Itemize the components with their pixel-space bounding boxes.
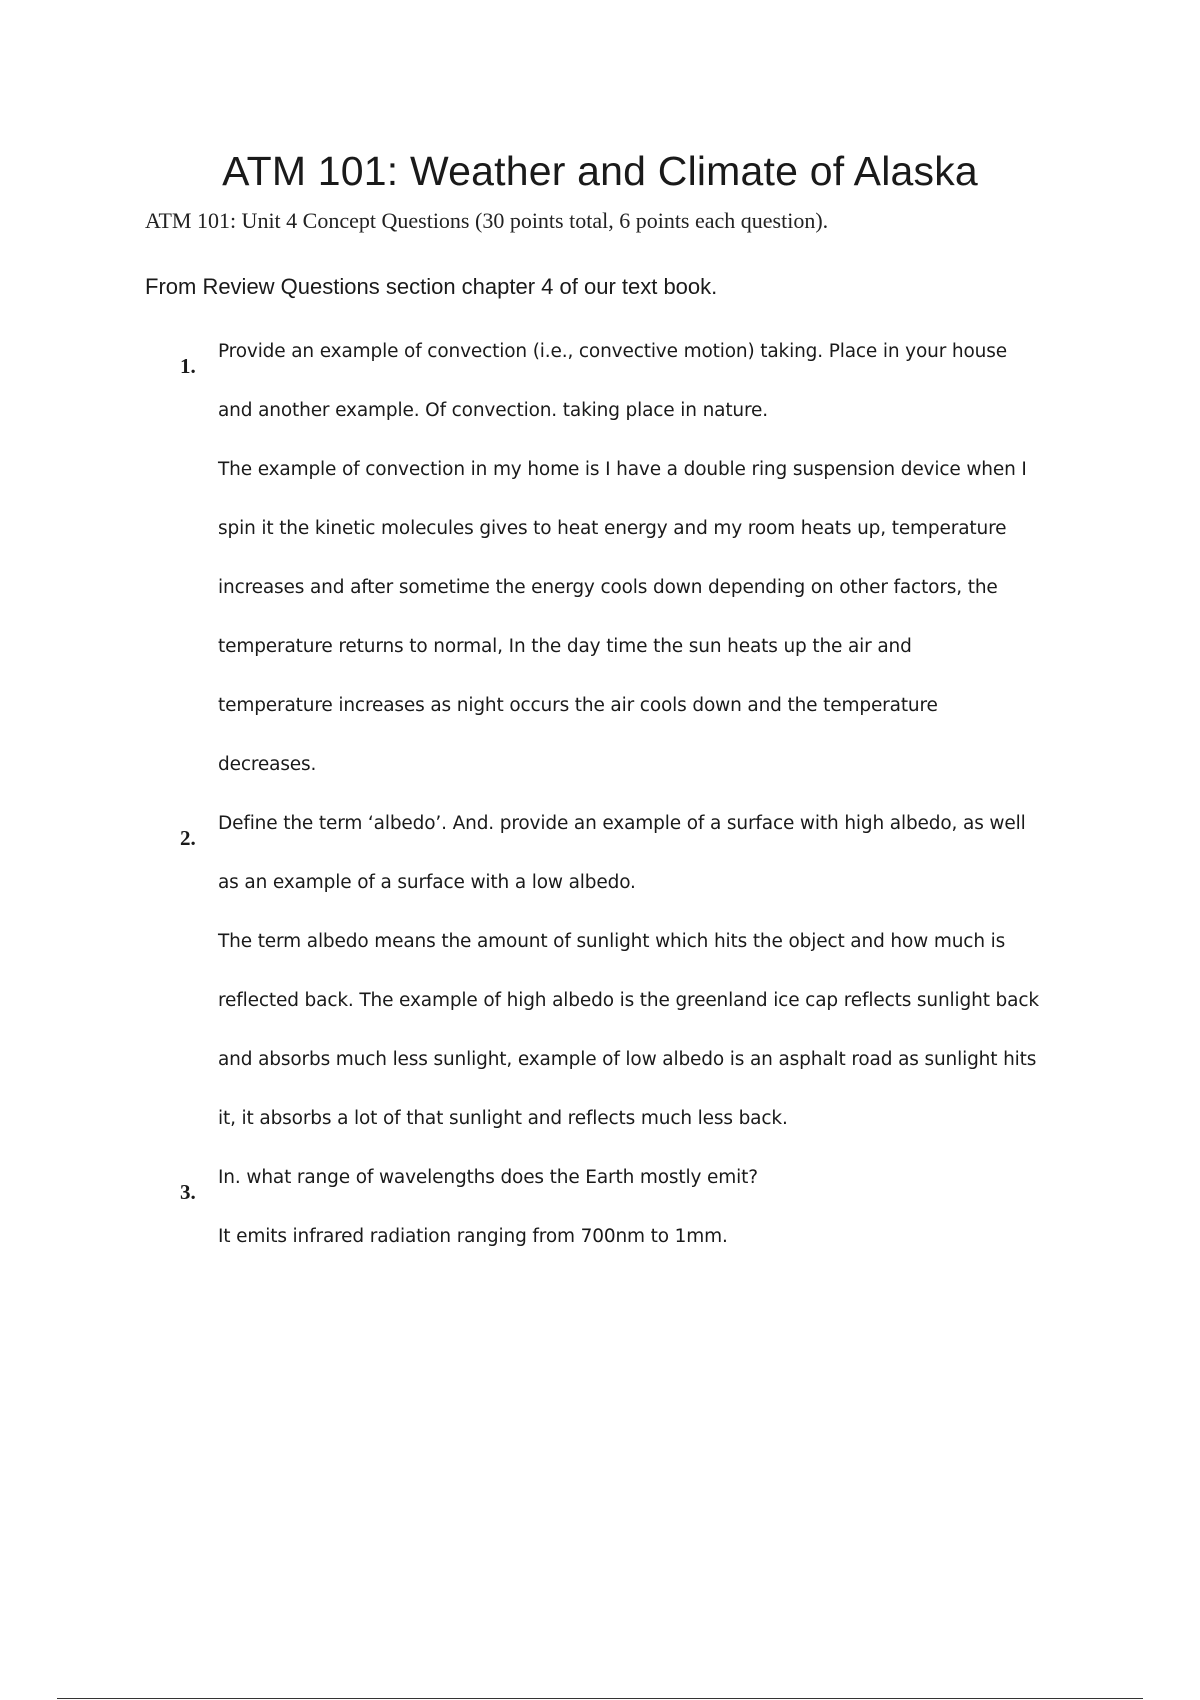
question-text: Provide an example of convection (i.e., convective motion) taking. Place in your house and another example. Of convection. taking place in nature. bbox=[218, 341, 1007, 421]
question-answer: The term albedo means the amount of sunlight which hits the object and how much is reflected back. The example of high albedo is the greenland ice cap reflects sunlight back and absorbs much less sunlight, example of low albedo is an asphalt road as sunlight hits it, it absorbs a lot of that sunlight and reflects much less back. bbox=[218, 931, 1039, 1129]
question-item bbox=[180, 1163, 1100, 1281]
footer-divider bbox=[57, 1698, 1143, 1699]
question-list bbox=[180, 337, 1100, 1281]
question-answer: It emits infrared radiation ranging from 700nm to 1mm. bbox=[218, 1226, 728, 1247]
document-title: ATM 101: Weather and Climate of Alaska bbox=[222, 148, 978, 194]
question-item bbox=[180, 337, 1100, 809]
question-number: 3. bbox=[180, 1180, 196, 1204]
source-line: From Review Questions section chapter 4 of our text book. bbox=[145, 274, 718, 299]
question-item bbox=[180, 809, 1100, 1163]
question-text: In. what range of wavelengths does the Earth mostly emit? bbox=[218, 1167, 758, 1188]
question-number: 1. bbox=[180, 354, 196, 378]
question-text: Define the term ‘albedo’. And. provide an example of a surface with high albedo, as well as an example of a surface with a low albedo. bbox=[218, 813, 1026, 893]
question-answer: The example of convection in my home is I have a double ring suspension device when I spin it the kinetic molecules gives to heat energy and my room heats up, temperature increases and after sometime the energy cools down depending on other factors, the temperature returns to normal, In the day time the sun heats up the air and temperature increases as night occurs the air cools down and the temperature decreases. bbox=[218, 459, 1027, 775]
question-number: 2. bbox=[180, 826, 196, 850]
document-subtitle: ATM 101: Unit 4 Concept Questions (30 points total, 6 points each question). bbox=[145, 208, 829, 233]
